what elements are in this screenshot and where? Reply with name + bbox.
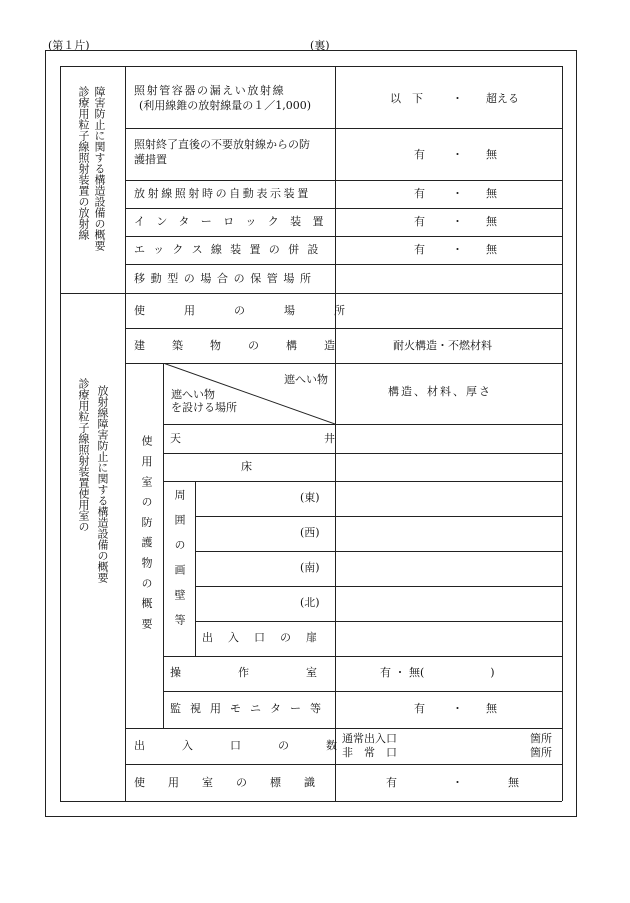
side-label: (裏)	[310, 39, 330, 52]
option-sep: ・	[452, 243, 463, 256]
shield-header-bottom2: を設ける場所	[171, 401, 237, 414]
option-yes: 有	[386, 776, 397, 789]
option-sep: ・	[452, 776, 463, 789]
wall-east: (東)	[300, 491, 320, 504]
option-no: 無	[486, 243, 497, 256]
label-auto-display: 放射線照射時の自動表示装置	[134, 187, 311, 200]
section2-title-right: 放射線障害防止に関する構造設備の概要	[96, 385, 109, 583]
option-sep: ・	[452, 92, 463, 105]
label-ceiling: 天 井	[170, 432, 335, 445]
label-floor: 床	[241, 460, 252, 473]
option-yes: 有	[414, 215, 425, 228]
wall-south: (南)	[300, 561, 320, 574]
entrance-emergency: 非 常 口	[342, 746, 397, 759]
label-control-room: 操作室	[170, 666, 374, 679]
label-room-sign: 使用室の標識	[134, 776, 338, 789]
shield-header-top: 遮へい物	[284, 373, 328, 386]
option-no: 無	[486, 215, 497, 228]
label-leak-radiation: 照射管容器の漏えい放射線	[134, 84, 286, 97]
control-room-value: 有 ・ 無( )	[380, 666, 495, 679]
wall-west: (西)	[300, 526, 320, 539]
shield-header-bottom1: 遮へい物	[171, 388, 215, 401]
option-no: 無	[486, 148, 497, 161]
entrance-normal: 通常出入口	[342, 732, 397, 745]
option-sep: ・	[452, 215, 463, 228]
option-sep: ・	[452, 148, 463, 161]
label-protection-measure-2: 護措置	[134, 153, 167, 166]
section2-title-left: 診療用粒子線照射装置使用室の	[77, 378, 90, 532]
label-storage-place: 移動型の場合の保管場所	[134, 272, 317, 285]
section1-title-left: 診療用粒子線照射装置の放射線	[77, 86, 90, 240]
unit-normal: 箇所	[530, 732, 552, 745]
label-xray-device: エックス線装置の併設	[134, 243, 327, 256]
unit-emergency: 箇所	[530, 746, 552, 759]
building-structure-value: 耐火構造・不燃材料	[393, 339, 492, 352]
room-group-label: 使用室の防護物の概要	[140, 435, 153, 638]
label-building-structure: 建築物の構造	[134, 339, 362, 352]
sheet-number: (第１片)	[48, 39, 90, 52]
option-yes: 有	[414, 148, 425, 161]
shield-value-header: 構造、材料、厚さ	[388, 385, 492, 398]
option-exceed: 超える	[486, 92, 519, 105]
option-yes: 有	[414, 243, 425, 256]
option-no: 無	[486, 702, 497, 715]
label-entrance-door: 出入口の扉	[202, 631, 332, 644]
label-protection-measure: 照射終了直後の不要放射線からの防	[134, 138, 310, 151]
label-entrance-count: 出入口の数	[134, 739, 374, 752]
label-monitor: 監視用モニター等	[170, 702, 330, 715]
option-no: 無	[486, 187, 497, 200]
option-yes: 有	[414, 187, 425, 200]
wall-group-label: 周囲の画壁等	[173, 489, 186, 639]
section1-title-right: 障害防止に関する構造設備の概要	[93, 86, 106, 251]
label-usage-place: 使用の場所	[134, 304, 384, 317]
option-sep: ・	[452, 702, 463, 715]
label-interlock: インターロック装置	[134, 215, 335, 228]
option-below: 以 下	[390, 92, 423, 105]
option-no: 無	[508, 776, 519, 789]
option-sep: ・	[452, 187, 463, 200]
label-leak-radiation-note: (利用線錐の放射線量の１／1,000)	[139, 99, 312, 112]
option-yes: 有	[414, 702, 425, 715]
wall-north: (北)	[300, 596, 320, 609]
